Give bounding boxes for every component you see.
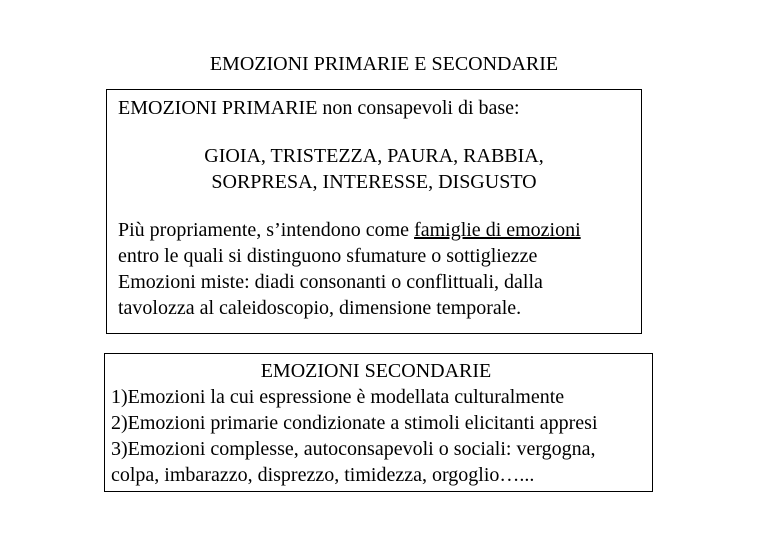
primary-emotions-box xyxy=(106,89,642,334)
secondary-heading: EMOZIONI SECONDARIE xyxy=(260,360,492,382)
primary-list-line-1: GIOIA, TRISTEZZA, PAURA, RABBIA, xyxy=(204,145,544,167)
secondary-item-1: 1)Emozioni la cui espressione è modellata culturalmente xyxy=(111,386,565,408)
page-title: EMOZIONI PRIMARIE E SECONDARIE xyxy=(209,53,559,75)
primary-list-line-2: SORPRESA, INTERESSE, DISGUSTO xyxy=(211,171,537,193)
secondary-item-2: 2)Emozioni primarie condizionate a stimoli elicitanti appresi xyxy=(111,412,598,434)
primary-paragraph-line-4: tavolozza al caleidoscopio, dimensione temporale. xyxy=(118,297,522,319)
secondary-item-3-line-2: colpa, imbarazzo, disprezzo, timidezza, orgoglio…... xyxy=(111,464,535,486)
underlined-term: famiglie di emozioni xyxy=(414,219,581,241)
spacer xyxy=(118,121,641,143)
primary-paragraph-line-1 xyxy=(118,217,641,243)
primary-heading: EMOZIONI PRIMARIE non consapevoli di base: xyxy=(118,97,520,119)
primary-paragraph-line-3: Emozioni miste: diadi consonanti o conflittuali, dalla xyxy=(118,271,543,293)
paragraph-prefix: Più propriamente, s’intendono come xyxy=(118,219,415,241)
spacer xyxy=(118,195,641,217)
primary-paragraph-line-2: entro le quali si distinguono sfumature o sottigliezze xyxy=(118,245,538,267)
secondary-item-3-line-1: 3)Emozioni complesse, autoconsapevoli o sociali: vergogna, xyxy=(111,438,596,460)
secondary-emotions-box xyxy=(104,353,653,492)
